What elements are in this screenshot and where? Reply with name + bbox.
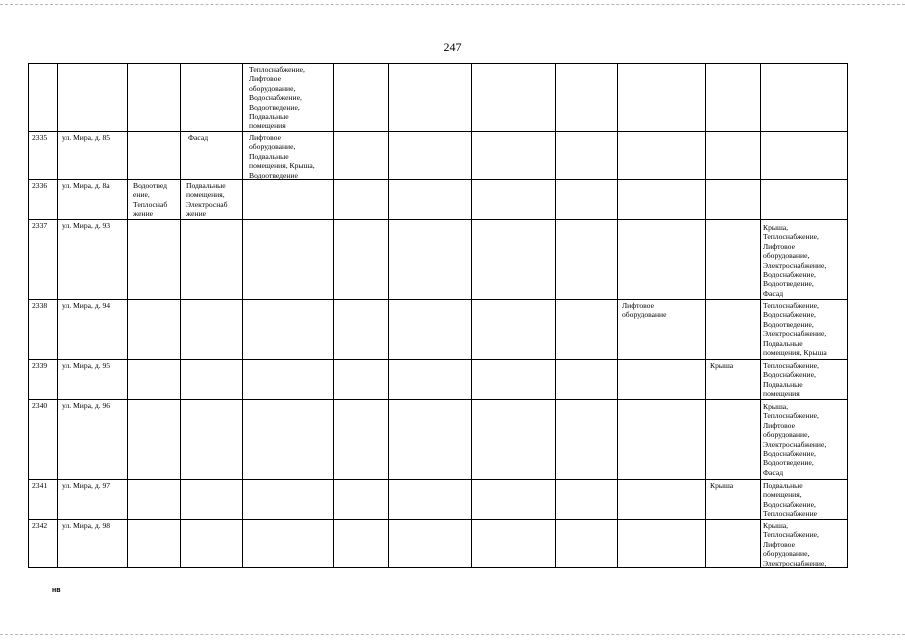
column-divider [180, 64, 181, 567]
column-divider [555, 64, 556, 567]
table-cell: Крыша, Теплоснабжение, Лифтовое оборудование, Электроснабжение, Водоснабжение, Водоотведение, Фасад [763, 402, 827, 477]
table-cell: Лифтовое оборудование, Подвальные помещения, Крыша, Водоотведение [249, 133, 315, 180]
column-divider [388, 64, 389, 567]
scan-edge-top [0, 4, 905, 5]
page-number: 247 [443, 40, 462, 54]
table-cell: Крыша [710, 361, 734, 370]
row-divider [29, 359, 847, 360]
address-cell: ул. Мира, д. 96 [62, 401, 111, 410]
row-number: 2339 [32, 361, 48, 370]
row-number: 2335 [32, 133, 48, 142]
row-divider [29, 219, 847, 220]
address-cell: ул. Мира, д. 98 [62, 521, 111, 530]
row-number: 2342 [32, 521, 48, 530]
table-cell: Подвальные помещения, Электроснаб жение [186, 181, 228, 219]
column-divider [471, 64, 472, 567]
column-divider [617, 64, 618, 567]
table-cell: Крыша, Теплоснабжение, Лифтовое оборудование, Электроснабжение, [763, 521, 827, 568]
table-cell: Теплоснабжение, Лифтовое оборудование, Водоснабжение, Водоотведение, Подвальные помещения [249, 65, 305, 131]
row-number: 2338 [32, 301, 48, 310]
scan-edge-bottom [0, 634, 905, 635]
address-cell: ул. Мира, д. 93 [62, 221, 111, 230]
row-number: 2336 [32, 181, 48, 190]
row-divider [29, 519, 847, 520]
address-cell: ул. Мира, д. 97 [62, 481, 111, 490]
row-divider [29, 131, 847, 132]
column-divider [333, 64, 334, 567]
column-divider [127, 64, 128, 567]
column-divider [57, 64, 58, 567]
table-cell: Теплоснабжение, Водоснабжение, Подвальные помещения [763, 361, 819, 399]
row-number: 2341 [32, 481, 48, 490]
address-cell: ул. Мира, д. 94 [62, 301, 111, 310]
address-cell: ул. Мира, д. 85 [62, 133, 111, 142]
row-number: 2340 [32, 401, 48, 410]
table-cell: Теплоснабжение, Водоснабжение, Водоотведение, Электроснабжение, Подвальные помещения, Крыша [763, 301, 827, 358]
row-divider [29, 479, 847, 480]
column-divider [760, 64, 761, 567]
row-divider [29, 399, 847, 400]
table-cell: Фасад [188, 133, 209, 142]
footer-mark: нв [52, 587, 61, 594]
table-cell: Подвальные помещения, Водоснабжение, Теплоснабжение [763, 481, 818, 519]
table-cell: Крыша, Теплоснабжение, Лифтовое оборудование, Электроснабжение, Водоснабжение, Водоотведение, Фасад [763, 223, 827, 298]
column-divider [242, 64, 243, 567]
column-divider [705, 64, 706, 567]
address-cell: ул. Мира, д. 95 [62, 361, 111, 370]
table-cell: Водоотвед ение, Теплоснаб жение [133, 181, 168, 219]
row-divider [29, 179, 847, 180]
table-cell: Лифтовое оборудование [622, 301, 667, 320]
table-cell: Крыша [710, 481, 734, 490]
row-divider [29, 299, 847, 300]
row-number: 2337 [32, 221, 48, 230]
address-cell: ул. Мира, д. 8а [62, 181, 110, 190]
data-table [28, 63, 848, 568]
